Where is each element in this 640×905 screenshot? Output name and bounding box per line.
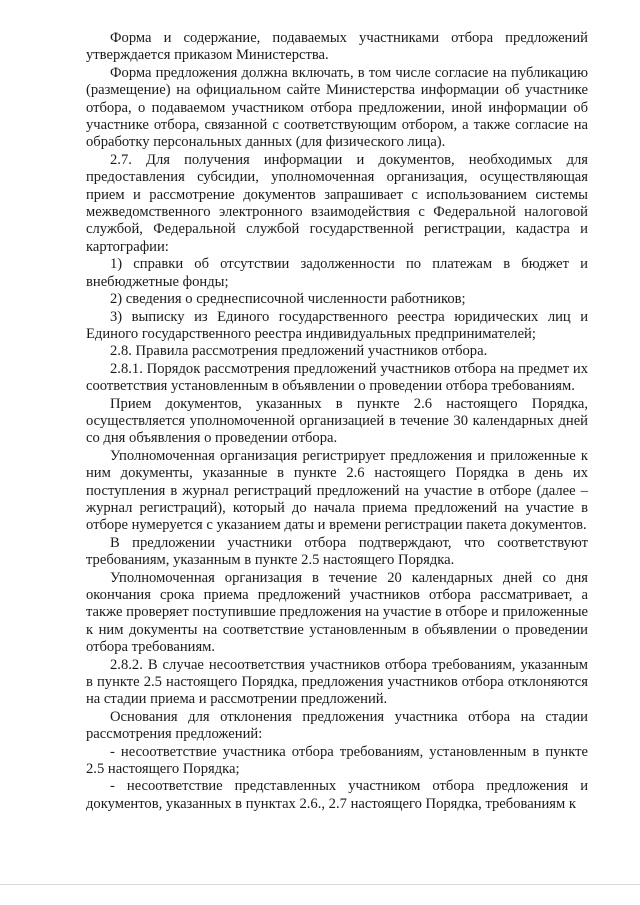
paragraph-2-8: 2.8. Правила рассмотрения предложений участников отбора. <box>110 343 488 360</box>
paragraph-2-8-1: 2.8.1. Порядок рассмотрения предложений участников отбора на предмет их соответствия установленным в объявлении о проведении отбора требованиям. <box>86 360 588 395</box>
list-item-2: 2) сведения о среднесписочной численности работников; <box>110 291 466 308</box>
rejection-item-1: - несоответствие участника отбора требованиям, установленным в пункте 2.5 настоящего Порядка; <box>86 743 588 778</box>
list-item-3: 3) выписку из Единого государственного реестра юридических лиц и Единого государственного реестра индивидуальных предпринимателей; <box>86 308 588 342</box>
rejection-item-2: - несоответствие представленных участником отбора предложения и документов, указанных в пунктах 2.6., 2.7 настоящего Порядка, требованиям к <box>86 778 588 812</box>
paragraph-2-7: 2.7. Для получения информации и документов, необходимых для предоставления субсидии, уполномоченная организация, осуществляющая прием и рассмотрение документов запрашивает с использованием системы межведомственного электронного взаимодействия с Федеральной налоговой службой, Федеральной службой государственной регистрации, кадастра и картографии: <box>86 151 588 255</box>
paragraph-review-period: Уполномоченная организация в течение 20 календарных дней со дня окончания срока приема предложений участников отбора рассматривает, а также проверяет поступившие предложения на участие в отборе и приложенные к ним документы на соответствие установленным в объявлении о проведении отбора требованиям. <box>86 569 588 656</box>
paragraph-document-intake: Прием документов, указанных в пункте 2.6 настоящего Порядка, осуществляется уполномоченной организацией в течение 30 календарных дней со дня объявления о проведении отбора. <box>86 395 588 447</box>
page-bottom-divider <box>0 884 640 885</box>
paragraph-confirmation: В предложении участники отбора подтверждают, что соответствуют требованиям, указанным в пункте 2.5 настоящего Порядка. <box>86 534 588 569</box>
paragraph-form-proposal: Форма предложения должна включать, в том числе согласие на публикацию (размещение) на официальном сайте Министерства информации об участнике отбора, о подаваемом участником отбора предложении, иной информации об участнике отбора, связанной с соответствующим отбором, а также согласие на обработку персональных данных (для физического лица). <box>86 64 588 151</box>
paragraph-form-content: Форма и содержание, подаваемых участниками отбора предложений утверждается приказом Министерства. <box>86 30 588 64</box>
paragraph-rejection-grounds: Основания для отклонения предложения участника отбора на стадии рассмотрения предложений: <box>86 708 588 743</box>
paragraph-registration: Уполномоченная организация регистрирует предложения и приложенные к ним документы, указанные в пункте 2.6 настоящего Порядка в день их поступления в журнал регистраций предложений на участие в отборе (далее – журнал регистраций), который до начала приема предложений на участие в отборе нумеруется с указанием даты и времени регистрации пакета документов. <box>86 447 588 534</box>
list-item-1: 1) справки об отсутствии задолженности по платежам в бюджет и внебюджетные фонды; <box>86 256 588 290</box>
paragraph-2-8-2: 2.8.2. В случае несоответствия участников отбора требованиям, указанным в пункте 2.5 настоящего Порядка, предложения участников отбора отклоняются на стадии приема и рассмотрении предложений. <box>86 656 588 708</box>
